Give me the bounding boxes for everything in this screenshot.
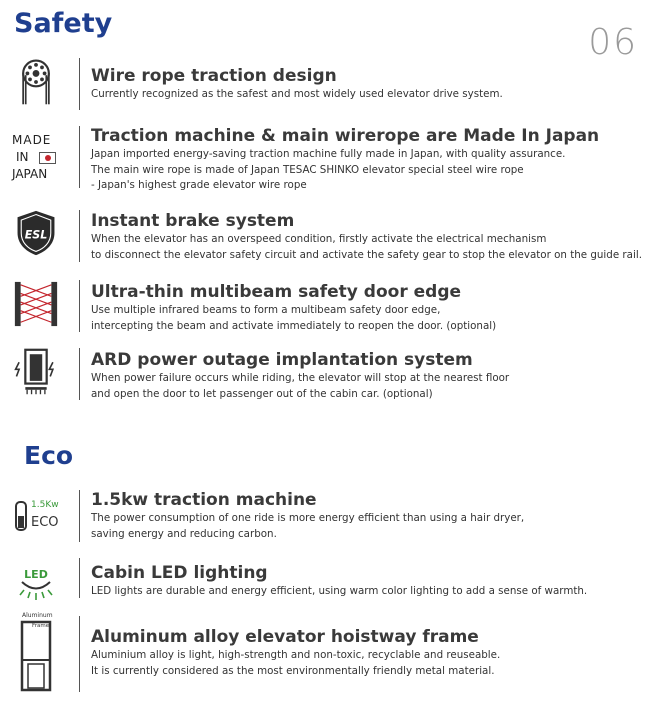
feature-description-line: to disconnect the elevator safety circuit and activate the safety gear to stop the elevator on the guide rail. bbox=[91, 248, 642, 261]
feature-description-line: intercepting the beam and activate immediately to reopen the door. (optional) bbox=[91, 319, 497, 332]
feature-description-line: saving energy and reducing carbon. bbox=[91, 527, 277, 540]
eco-motor-icon bbox=[12, 496, 74, 542]
esl-text: ESL bbox=[24, 228, 48, 242]
led-text: LED bbox=[24, 568, 48, 581]
frame-label: Frame bbox=[32, 623, 50, 629]
feature-description-line: Aluminium alloy is light, high-strength and non-toxic, recyclable and reuseable. bbox=[91, 649, 501, 661]
feature-heading: 1.5kw traction machine bbox=[91, 490, 317, 510]
feature-description-line: When power failure occurs while riding, the elevator will stop at the nearest floor bbox=[91, 372, 510, 384]
page-number: 06 bbox=[588, 22, 638, 63]
feature-heading: Aluminum alloy elevator hoistway frame bbox=[91, 627, 479, 647]
motor-icon bbox=[14, 500, 28, 534]
feature-description-line: LED lights are durable and energy efficient, using warm color lighting to add a sense of warmth. bbox=[91, 585, 588, 597]
power-label: 1.5Kw bbox=[31, 500, 59, 510]
feature-description-line: It is currently considered as the most environmentally friendly metal material. bbox=[91, 664, 495, 677]
aluminum-frame-icon bbox=[12, 612, 52, 692]
feature-description-line: When the elevator has an overspeed condition, firstly activate the electrical mechanism bbox=[91, 233, 547, 245]
feature-description-line: and open the door to let passenger out of the cabin car. (optional) bbox=[91, 387, 433, 400]
aluminum-label: Aluminum bbox=[22, 612, 53, 619]
ard-power-icon bbox=[12, 348, 60, 396]
feature-description-line: Use multiple infrared beams to form a multibeam safety door edge, bbox=[91, 304, 441, 316]
wire-rope-traction-icon bbox=[12, 58, 60, 106]
feature-heading: Ultra-thin multibeam safety door edge bbox=[91, 282, 462, 302]
eco-section-title: Eco bbox=[24, 441, 74, 470]
japan-flag-icon bbox=[39, 152, 56, 164]
in-label: IN bbox=[12, 149, 62, 166]
japan-label: JAPAN bbox=[12, 167, 48, 181]
led-light-icon bbox=[12, 560, 60, 608]
feature-description-line: - Japan's highest grade elevator wire rope bbox=[91, 179, 307, 191]
feature-description-line: Japan imported energy-saving traction machine fully made in Japan, with quality assurance. bbox=[91, 148, 566, 160]
feature-description-line: The main wire rope is made of Japan TESAC SHINKO elevator special steel wire rope bbox=[91, 163, 524, 176]
feature-heading: Traction machine & main wirerope are Made In Japan bbox=[91, 126, 600, 146]
esl-shield-icon bbox=[12, 209, 60, 257]
feature-heading: Wire rope traction design bbox=[91, 66, 337, 86]
multibeam-door-icon bbox=[12, 280, 60, 328]
feature-description-line: The power consumption of one ride is more energy efficient than using a hair dryer, bbox=[91, 512, 525, 524]
feature-heading: ARD power outage implantation system bbox=[91, 350, 473, 370]
feature-heading: Instant brake system bbox=[91, 211, 295, 231]
feature-description-line: Currently recognized as the safest and most widely used elevator drive system. bbox=[91, 88, 503, 100]
safety-section-title: Safety bbox=[14, 8, 113, 39]
feature-heading: Cabin LED lighting bbox=[91, 563, 268, 583]
eco-label: ECO bbox=[31, 515, 59, 530]
made-in-japan-icon bbox=[12, 132, 62, 186]
made-label: MADE bbox=[12, 133, 52, 147]
